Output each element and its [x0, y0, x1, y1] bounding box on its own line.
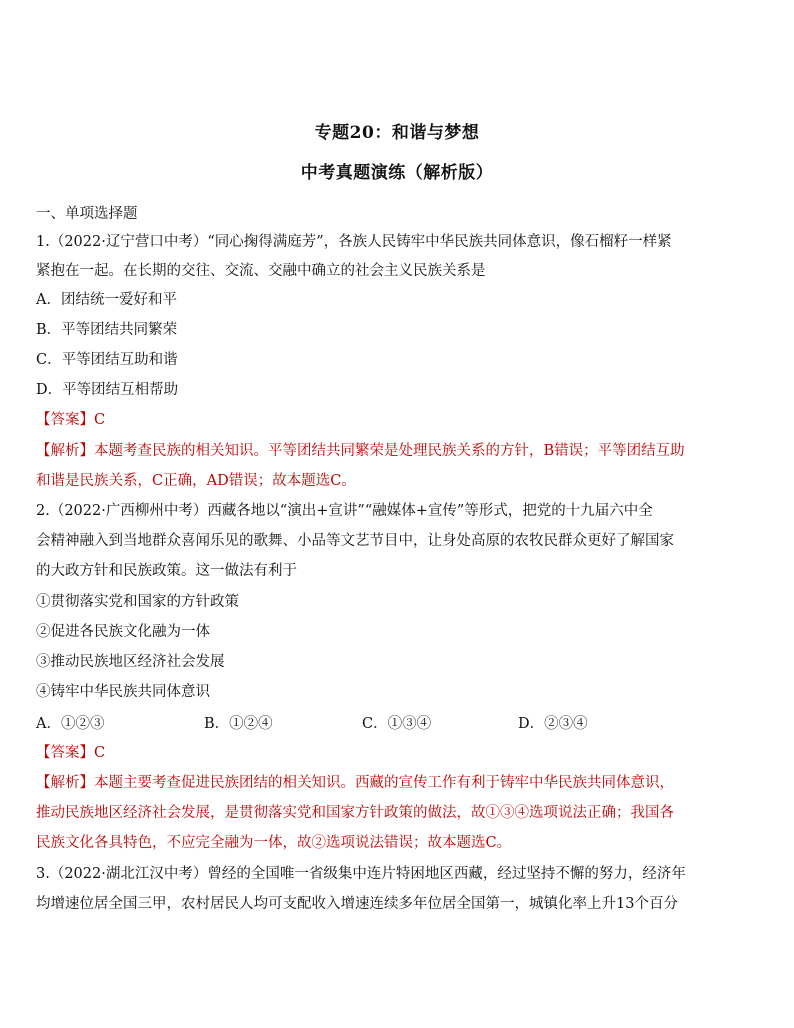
q1-option-d: D．平等团结互相帮助 [36, 382, 179, 398]
q2-analysis-line1: 【解析】本题主要考查促进民族团结的相关知识。西藏的宣传工作有利于铸牢中华民族共同体意识， [36, 775, 674, 791]
q2-item-2: ②促进各民族文化融为一体 [36, 624, 210, 640]
q2-item-4: ④铸牢中华民族共同体意识 [36, 684, 210, 700]
q2-item-3: ③推动民族地区经济社会发展 [36, 654, 225, 670]
page-title: 专题20：和谐与梦想 [314, 123, 480, 143]
q1-stem-line1: 1.（2022·辽宁营口中考）“同心掬得满庭芳”，各族人民铸牢中华民族共同体意识，像石榴籽一样紧 [36, 234, 672, 250]
q2-option-c: C．①③④ [362, 716, 432, 732]
q2-stem-line3: 的大政方针和民族政策。这一做法有利于 [36, 563, 297, 579]
q3-stem-line1: 3.（2022·湖北江汉中考）曾经的全国唯一省级集中连片特困地区西藏，经过坚持不懈的努力，经济年 [36, 866, 686, 882]
q2-stem-line1: 2.（2022·广西柳州中考）西藏各地以“演出+宣讲”“融媒体+宣传”等形式，把党的十九届六中全 [36, 503, 653, 519]
q2-stem-line2: 会精神融入到当地群众喜闻乐见的歌舞、小品等文艺节目中，让身处高原的农牧民群众更好了解国家 [36, 533, 674, 549]
q1-analysis-line1: 【解析】本题考查民族的相关知识。平等团结共同繁荣是处理民族关系的方针，B错误；平等团结互助 [36, 443, 685, 459]
q1-analysis-line2: 和谐是民族关系，C正确，AD错误；故本题选C。 [36, 473, 356, 489]
q2-options-row [36, 712, 766, 732]
q2-option-d: D．②③④ [518, 716, 588, 732]
q1-option-a: A．团结统一爱好和平 [36, 292, 177, 308]
q2-item-1: ①贯彻落实党和国家的方针政策 [36, 594, 239, 610]
q1-option-c: C．平等团结互助和谐 [36, 352, 178, 368]
q2-analysis-line3: 民族文化各具特色，不应完全融为一体，故②选项说法错误；故本题选C。 [36, 835, 512, 851]
q2-option-b: B．①②④ [204, 716, 273, 732]
q1-option-b: B．平等团结共同繁荣 [36, 322, 178, 338]
page-subtitle: 中考真题演练（解析版） [300, 163, 494, 183]
q1-stem-line2: 紧抱在一起。在长期的交往、交流、交融中确立的社会主义民族关系是 [36, 263, 486, 279]
q2-option-a: A．①②③ [36, 716, 105, 732]
q2-analysis-line2: 推动民族地区经济社会发展，是贯彻落实党和国家方针政策的做法，故①③④选项说法正确；我国各 [36, 805, 674, 821]
q2-answer: 【答案】C [36, 745, 106, 761]
q3-stem-line2: 均增速位居全国三甲，农村居民人均可支配收入增速连续多年位居全国第一，城镇化率上升13个百分 [36, 896, 678, 912]
section-heading: 一、单项选择题 [36, 206, 138, 222]
q1-answer: 【答案】C [36, 412, 106, 428]
